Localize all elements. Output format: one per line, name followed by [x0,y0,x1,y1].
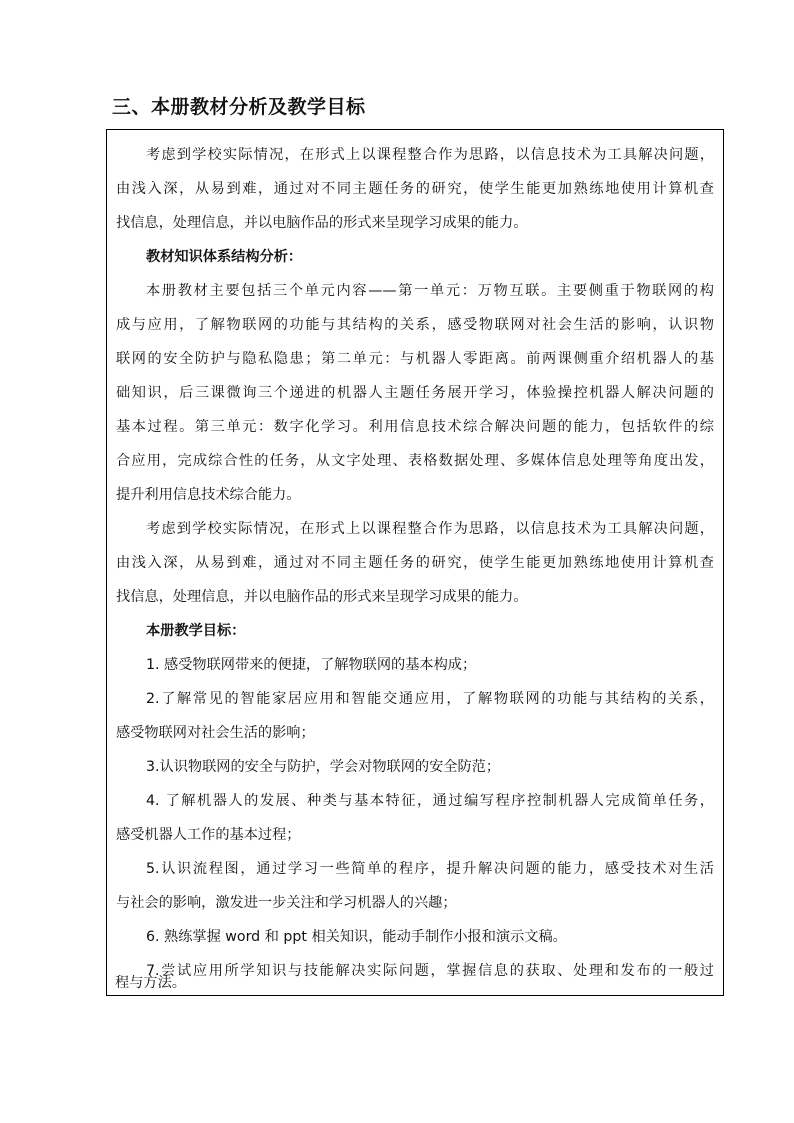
paragraph-2-line-6: 合应用，完成综合性的任务，从文字处理、表格数据处理、多媒体信息处理等角度出发， [116,453,714,469]
paragraph-3-line-2: 由浅入深，从易到难，通过对不同主题任务的研究，使学生能更加熟练地使用计算机查 [116,555,714,571]
paragraph-1-line-1: 考虑到学校实际情况，在形式上以课程整合作为思路，以信息技术为工具解决问题， [146,147,714,163]
paragraph-2-line-3: 联网的安全防护与隐私隐患；第二单元：与机器人零距离。前两课侧重介绍机器人的基 [116,351,714,367]
paragraph-2-line-7: 提升利用信息技术综合能力。 [116,487,301,503]
paragraph-2-line-4: 础知识，后三课微询三个递进的机器人主题任务展开学习，体验操控机器人解决问题的 [116,385,714,401]
goal-4-line-1: 4. 了解机器人的发展、种类与基本特征，通过编写程序控制机器人完成简单任务， [146,793,714,809]
goal-7-line-2: 程与方法。 [115,975,186,991]
paragraph-2-line-5: 基本过程。第三单元：数字化学习。利用信息技术综合解决问题的能力，包括软件的综 [116,419,714,435]
goal-5-line-1: 5.认识流程图，通过学习一些简单的程序，提升解决问题的能力，感受技术对生活 [146,861,714,877]
paragraph-3-line-1: 考虑到学校实际情况，在形式上以课程整合作为思路，以信息技术为工具解决问题， [146,521,714,537]
paragraph-2-line-2: 成与应用，了解物联网的功能与其结构的关系，感受物联网对社会生活的影响，认识物 [116,317,714,333]
goal-6: 6. 熟练掌握 word 和 ppt 相关知识，能动手制作小报和演示文稿。 [146,929,567,945]
paragraph-1-line-2: 由浅入深，从易到难，通过对不同主题任务的研究，使学生能更加熟练地使用计算机查 [116,181,714,197]
section-heading: 三、本册教材分析及教学目标 [112,96,366,118]
goal-4-line-2: 感受机器人工作的基本过程； [116,827,301,843]
content-box [106,129,724,996]
teaching-goals-heading: 本册教学目标： [146,623,246,639]
goal-2-line-1: 2.了解常见的智能家居应用和智能交通应用，了解物联网的功能与其结构的关系， [146,691,714,707]
paragraph-1-line-3: 找信息，处理信息，并以电脑作品的形式来呈现学习成果的能力。 [116,215,528,231]
structure-analysis-heading: 教材知识体系结构分析： [146,249,303,265]
paragraph-3-line-3: 找信息，处理信息，并以电脑作品的形式来呈现学习成果的能力。 [116,589,528,605]
goal-3: 3.认识物联网的安全与防护，学会对物联网的安全防范； [146,759,501,775]
goal-5-line-2: 与社会的影响，激发进一步关注和学习机器人的兴趣； [116,895,457,911]
goal-7-line-1: 7.尝试应用所学知识与技能解决实际问题，掌握信息的获取、处理和发布的一般过 [146,963,714,979]
goal-2-line-2: 感受物联网对社会生活的影响； [116,725,315,741]
paragraph-2-line-1: 本册教材主要包括三个单元内容——第一单元：万物互联。主要侧重于物联网的构 [146,283,714,299]
goal-1: 1. 感受物联网带来的便捷，了解物联网的基本构成； [146,657,477,673]
